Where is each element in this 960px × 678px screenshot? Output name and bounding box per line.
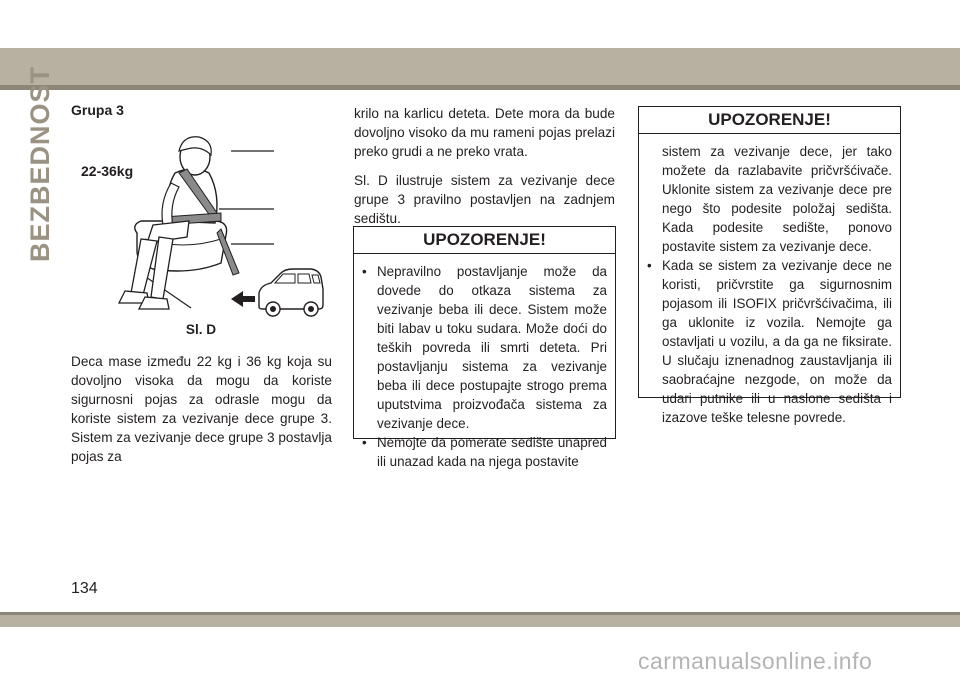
warning-title: UPOZORENJE! xyxy=(639,107,900,134)
warning-continuation-text: sistem za vezivanje dece, jer tako možete da razlabavite pričvršćivače. Uklonite sistem za vezivanje dece pre nego što podesite položaj sedišta. Kada podesite sedište, ponovo postavite sistem za vezivanje dece. xyxy=(662,144,892,254)
warning-item-text: Nemojte da pomerate sedište unapred ili unazad kada na njega postavite xyxy=(377,435,607,469)
warning-box xyxy=(638,106,901,425)
arrow-left-icon xyxy=(231,291,255,307)
body-paragraph: krilo na karlicu deteta. Dete mora da bude dovoljno visoko da mu rameni pojas prelazi preko grudi a ne preko vrata. xyxy=(354,106,615,159)
warning-item-text: Nepravilno postavljanje može da dovede do otkaza sistema za vezivanje beba ili dece. Sistem može biti labav u toku sudara. Može doći do teških povreda ili smrti deteta. Pri postavljanju sistema za vezivanje beba ili dece postupajte strogo prema uputstvima proizvođača sistema za vezivanje dece. xyxy=(377,264,607,431)
page-number: 134 xyxy=(71,580,98,597)
bullet-icon: • xyxy=(362,435,367,450)
warning-item xyxy=(647,256,892,427)
warning-title: UPOZORENJE! xyxy=(354,227,615,254)
warning-item xyxy=(362,433,607,471)
header-band-line xyxy=(0,85,960,90)
warning-item-text: Kada se sistem za vezivanje dece ne koristi, pričvrstite ga sigurnosnim pojasom ili ISOFIX pričvršćivačima, ili ga uklonite iz vozila. Nemojte ga ostavljati u vozilu, a da ga ne fiksirate. U slučaju iznenadnog zaustavljanja ili saobraćajne nezgode, on može da udari putnike ili u naslone sedišta i izazove teške telesne povrede. xyxy=(662,258,892,425)
section-heading: Grupa 3 xyxy=(71,102,124,118)
warning-body xyxy=(354,254,615,477)
child-seat-illustration xyxy=(71,133,331,323)
top-margin xyxy=(0,0,960,48)
figure-caption: Sl. D xyxy=(185,322,217,337)
warning-box xyxy=(353,226,616,469)
middle-column-text xyxy=(354,104,615,238)
section-side-tab: BEZBEDNOST xyxy=(25,65,55,262)
watermark: carmanualsonline.info xyxy=(638,648,873,674)
body-paragraph: Sl. D ilustruje sistem za vezivanje dece grupe 3 pravilno postavljen na zadnjem sedištu. xyxy=(354,173,615,226)
child-seat-figure xyxy=(71,133,331,323)
warning-body xyxy=(639,134,900,433)
weight-label: 22-36kg xyxy=(81,163,134,179)
car-icon xyxy=(259,269,323,316)
header-band xyxy=(0,48,960,85)
bullet-icon: • xyxy=(647,258,652,273)
warning-item xyxy=(362,262,607,433)
footer-band xyxy=(0,615,960,627)
body-paragraph: Deca mase između 22 kg i 36 kg koja su dovoljno visoka da mogu da koriste sigurnosni pojas za odrasle mogu da koriste sistem za vezivanje dece grupe 3. Sistem za vezivanje dece grupe 3 postavlja pojas za xyxy=(71,354,332,464)
left-column-text xyxy=(71,352,332,476)
bullet-icon: • xyxy=(362,264,367,279)
